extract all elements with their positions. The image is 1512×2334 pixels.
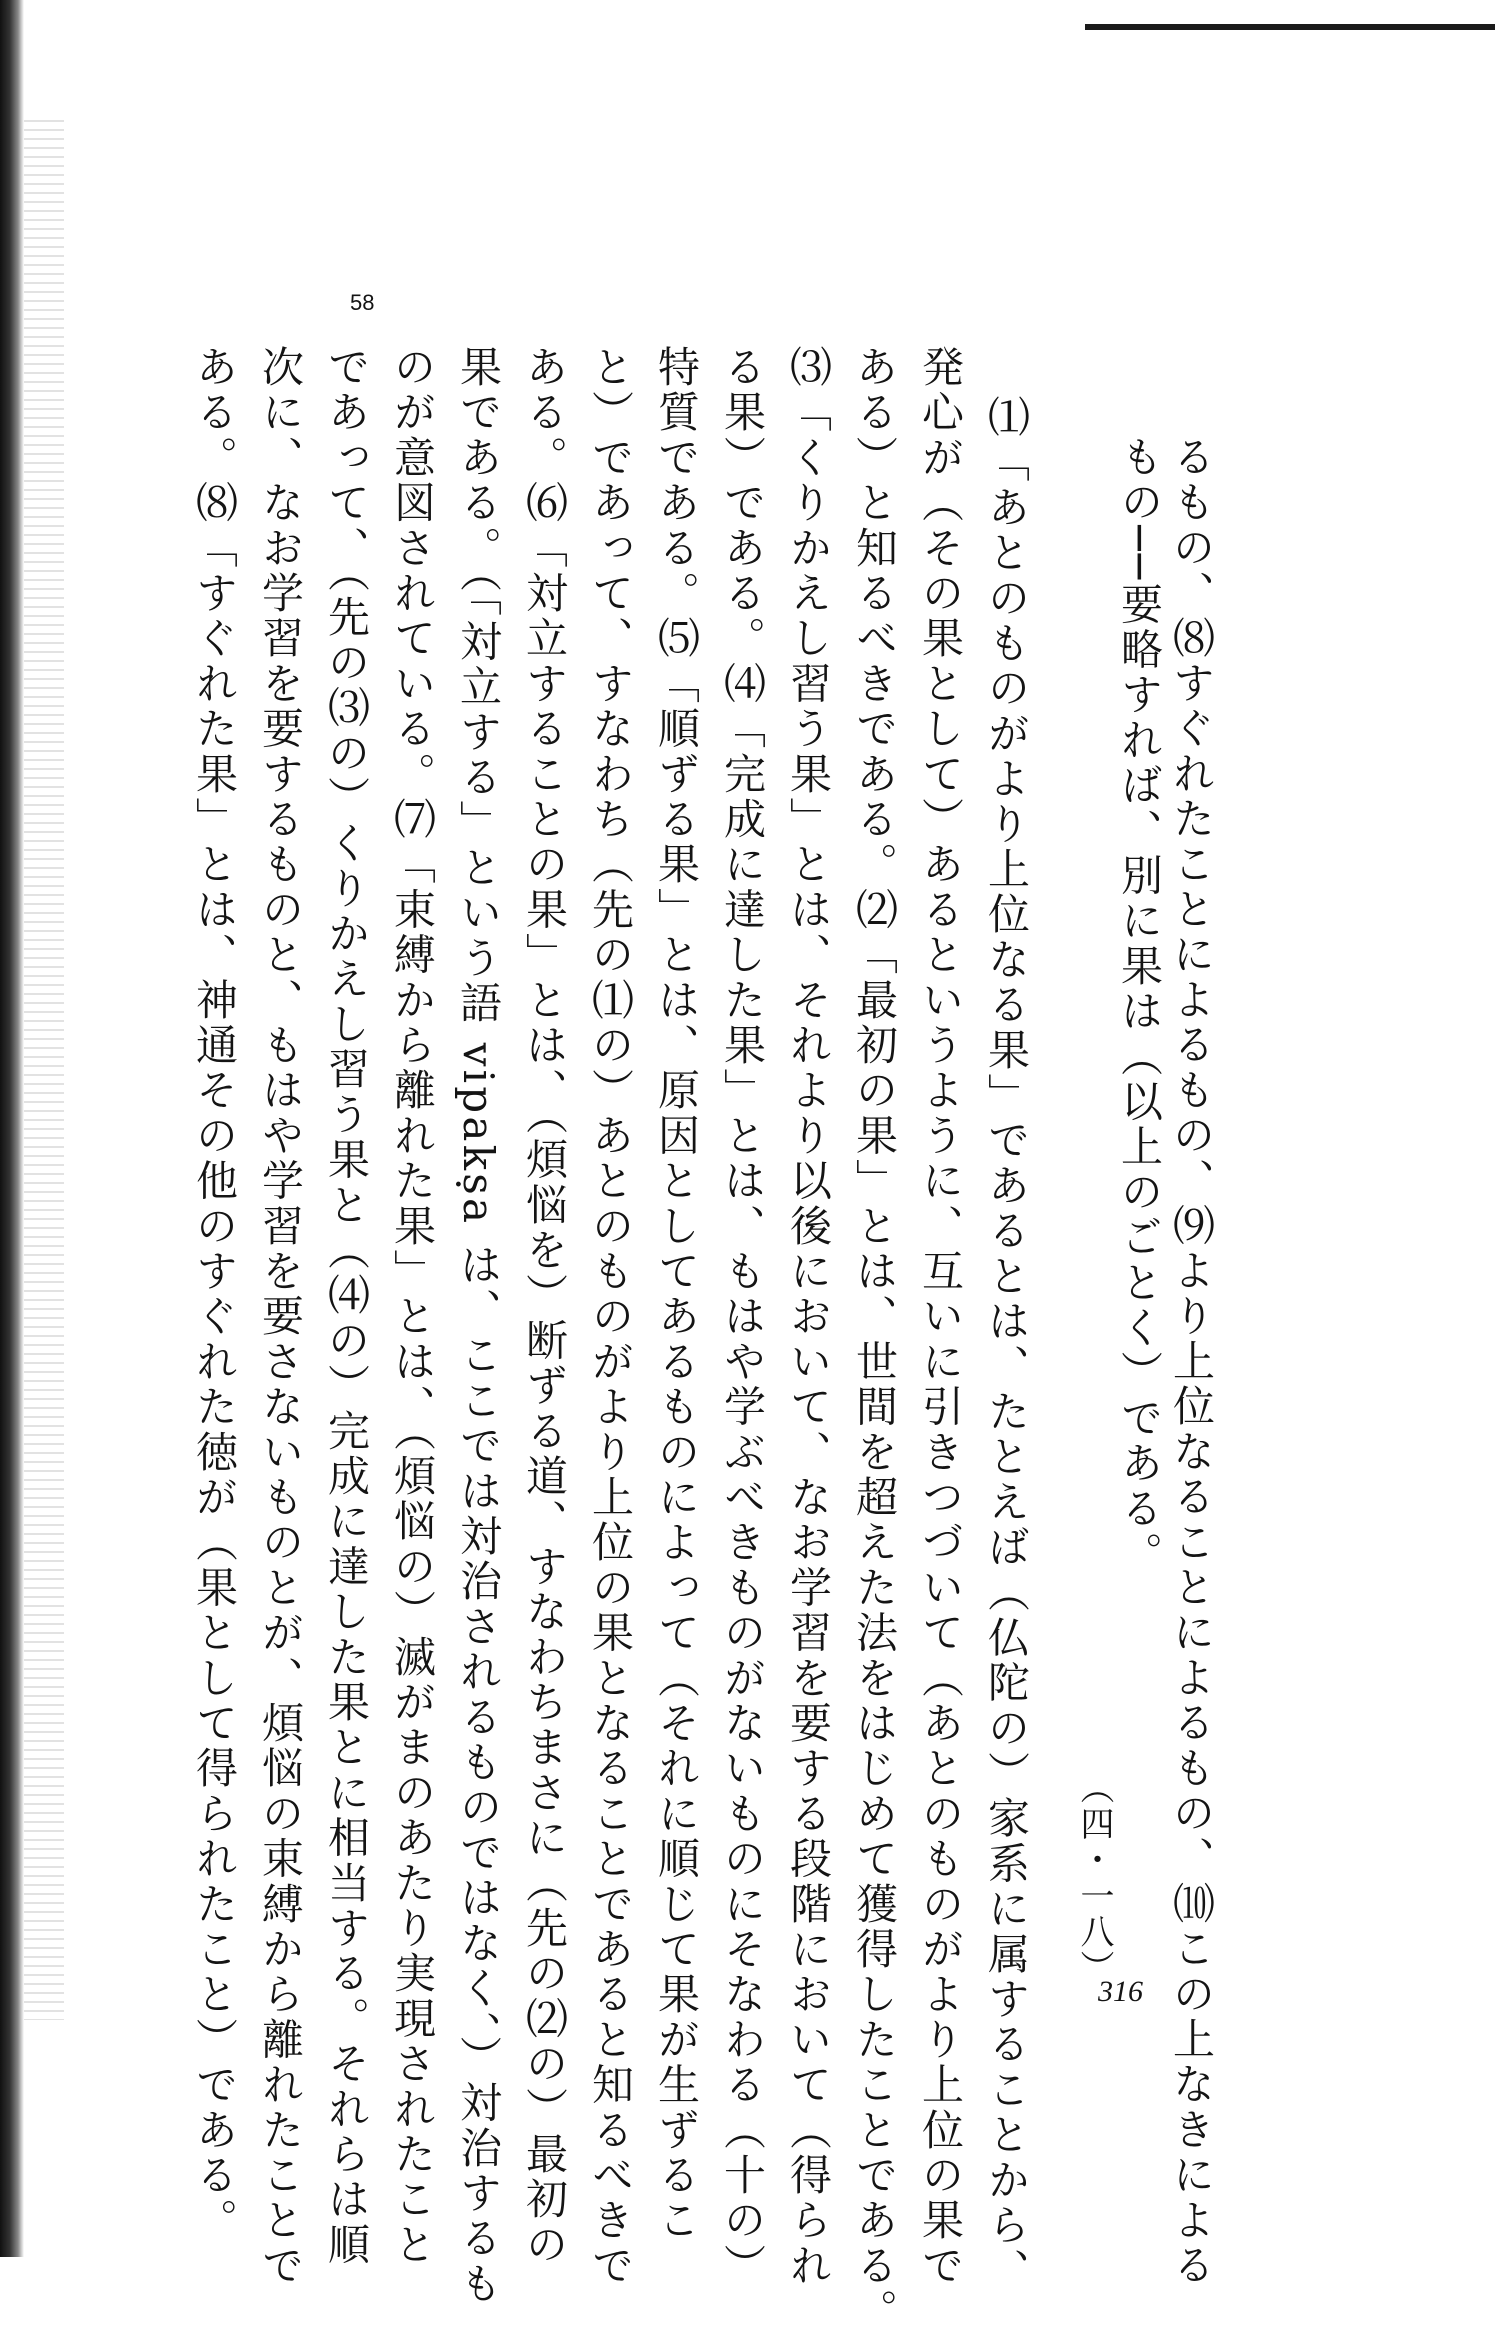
commentary-line-13: ある。⑻「すぐれた果」とは、神通その他のすぐれた徳が（果として得られたこと）である。 <box>190 345 239 2244</box>
commentary-line-12: 次に、なお学習を要するものと、もはや学習を要さないものとが、煩悩の束縛から離れたことで <box>256 345 305 2289</box>
commentary-line-7: と）であって、すなわち（先の⑴の）あとのものがより上位の果となることであると知るべきで <box>586 345 635 2289</box>
commentary-line-1: ⑴「あとのものがより上位なる果」であるとは、たとえば（仏陀の）家系に属することから、 <box>982 395 1031 2294</box>
verse-line-1: るもの、⑻すぐれたことによるもの、⑼より上位なることによるもの、⑽この上なきによる <box>1167 435 1216 2289</box>
top-rule <box>1085 24 1495 30</box>
commentary-line-9: 果である。（「対立する」という語 vipakṣa は、ここでは対治されるものではなく、）対治するも <box>454 345 503 2307</box>
commentary-line-6: 特質である。⑸「順ずる果」とは、原因としてあるものによって（それに順じて果が生ずるこ <box>652 345 701 2244</box>
commentary-line-8: ある。⑹「対立することの果」とは、（煩悩を）断ずる道、すなわちまさに（先の⑵の）最初の <box>520 345 569 2268</box>
original-page-reference: 316 <box>1098 1975 1143 2008</box>
binding-shadow <box>0 0 24 2257</box>
verse-reference: （四・一八） <box>1074 1770 1114 1986</box>
commentary-line-5: る果）である。⑷「完成に達した果」とは、もはや学ぶべきものがないものにそなわる（十の） <box>718 345 767 2289</box>
commentary-line-3: ある）と知るべきである。⑵「最初の果」とは、世間を超えた法をはじめて獲得したことである。 <box>850 345 899 2334</box>
commentary-line-10: のが意図されている。⑺「束縛から離れた果」とは、（煩悩の）滅がまのあたり実現されたこと <box>388 345 437 2268</box>
commentary-line-11: であって、（先の⑶の）くりかえし習う果と（⑷の）完成に達した果とに相当する。それらは順 <box>322 345 371 2268</box>
commentary-line-4: ⑶「くりかえし習う果」とは、それより以後において、なお学習を要する段階において（得られ <box>784 345 833 2289</box>
scan-speckle <box>24 120 64 2020</box>
commentary-line-2: 発心が（その果として）あるというように、互いに引きつづいて（あとのものがより上位の果で <box>916 345 965 2289</box>
page-number: 58 <box>350 290 375 315</box>
verse-line-2: もの──要略すれば、別に果は（以上のごとく）である。 <box>1115 435 1164 1577</box>
